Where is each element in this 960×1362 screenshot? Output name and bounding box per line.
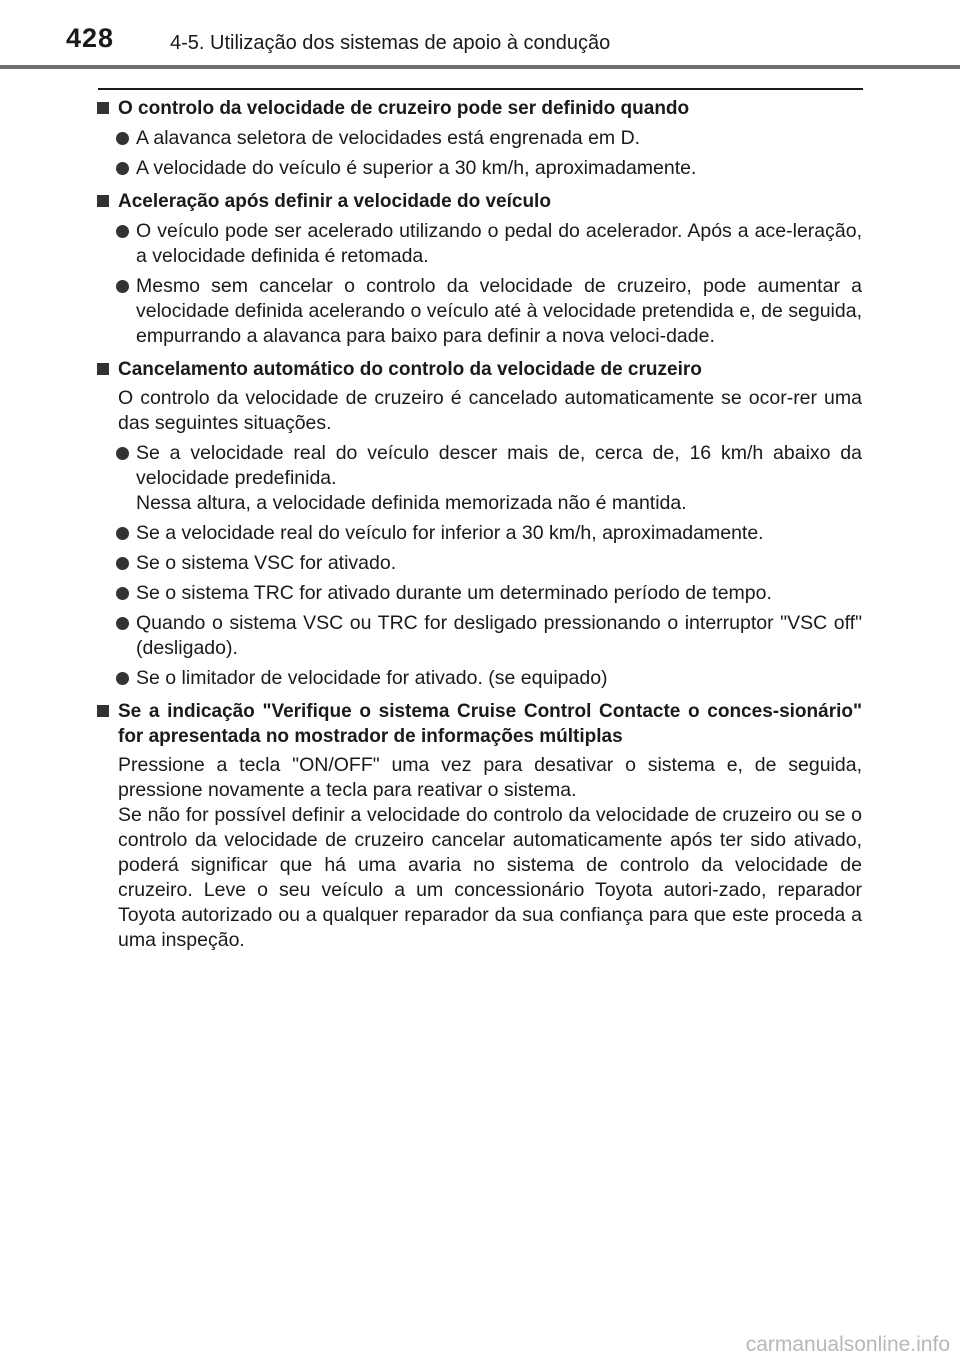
section-heading bbox=[96, 189, 862, 214]
section-heading-text: Aceleração após definir a velocidade do veículo bbox=[118, 191, 551, 212]
round-bullet-icon bbox=[116, 447, 129, 460]
section-heading-text: Se a indicação "Verifique o sistema Cruise Control Contacte o conces-sionário" for apresentada no mostrador de informações múltiplas bbox=[118, 701, 862, 747]
list-item-text: Se o sistema VSC for ativado. bbox=[136, 552, 397, 574]
round-bullet-icon bbox=[116, 132, 129, 145]
list-item-text: O veículo pode ser acelerado utilizando o pedal do acelerador. Após a ace-leração, a velocidade definida é retomada. bbox=[136, 220, 862, 267]
list-item-text: Mesmo sem cancelar o controlo da velocidade de cruzeiro, pode aumentar a velocidade definida acelerando o veículo até à velocidade pretendida e, de seguida, empurrando a alavanca para baixo para definir a nova veloci-dade. bbox=[136, 275, 862, 347]
section-paragraph: O controlo da velocidade de cruzeiro é cancelado automaticamente se ocor-rer uma das seguintes situações. bbox=[118, 387, 862, 434]
round-bullet-icon bbox=[116, 557, 129, 570]
page-header bbox=[0, 0, 960, 70]
round-bullet-icon bbox=[116, 617, 129, 630]
list-item bbox=[96, 126, 862, 151]
watermark: carmanualsonline.info bbox=[745, 1333, 950, 1356]
list-item-text: Se o sistema TRC for ativado durante um determinado período de tempo. bbox=[136, 582, 772, 604]
list-item-text: Se o limitador de velocidade for ativado. (se equipado) bbox=[136, 667, 608, 689]
section-heading bbox=[96, 96, 862, 121]
section-heading bbox=[96, 357, 862, 382]
square-bullet-icon bbox=[97, 195, 109, 207]
section-heading-text: O controlo da velocidade de cruzeiro pode ser definido quando bbox=[118, 98, 690, 119]
round-bullet-icon bbox=[116, 672, 129, 685]
list-item bbox=[96, 219, 862, 269]
list-item-text: Quando o sistema VSC ou TRC for desligado pressionando o interruptor "VSC off" (desligado). bbox=[136, 612, 862, 659]
round-bullet-icon bbox=[116, 527, 129, 540]
list-item bbox=[96, 611, 862, 661]
page-content bbox=[96, 96, 862, 958]
list-item-text: Se a velocidade real do veículo descer mais de, cerca de, 16 km/h abaixo da velocidade predefinida. Nessa altura, a velocidade definida memorizada não é mantida. bbox=[136, 442, 862, 514]
list-item bbox=[96, 551, 862, 576]
list-item bbox=[96, 156, 862, 181]
list-item bbox=[96, 441, 862, 516]
round-bullet-icon bbox=[116, 162, 129, 175]
list-item bbox=[96, 274, 862, 349]
round-bullet-icon bbox=[116, 225, 129, 238]
list-item-text: A alavanca seletora de velocidades está engrenada em D. bbox=[136, 127, 641, 149]
list-item bbox=[96, 521, 862, 546]
header-rule bbox=[0, 65, 960, 69]
square-bullet-icon bbox=[97, 363, 109, 375]
square-bullet-icon bbox=[97, 102, 109, 114]
section-heading-text: Cancelamento automático do controlo da velocidade de cruzeiro bbox=[118, 359, 702, 380]
round-bullet-icon bbox=[116, 280, 129, 293]
content-top-rule bbox=[98, 88, 863, 90]
section-title: 4-5. Utilização dos sistemas de apoio à condução bbox=[170, 32, 611, 54]
section-paragraph: Pressione a tecla "ON/OFF" uma vez para desativar o sistema e, de seguida, pressione novamente a tecla para reativar o sistema. Se não for possível definir a velocidade do controlo da velocidade de cruzeiro ou se o controlo da velocidade de cruzeiro cancelar automaticamente após ter sido ativado, poderá significar que há uma avaria no sistema de controlo da velocidade de cruzeiro. Leve o seu veículo a um concessionário Toyota autori-zado, reparador Toyota autorizado ou a qualquer reparador da sua confiança para que este proceda a uma inspeção. bbox=[118, 754, 862, 951]
square-bullet-icon bbox=[97, 705, 109, 717]
page-number: 428 bbox=[66, 23, 115, 53]
list-item bbox=[96, 581, 862, 606]
round-bullet-icon bbox=[116, 587, 129, 600]
section-heading bbox=[96, 699, 862, 749]
list-item-text: A velocidade do veículo é superior a 30 km/h, aproximadamente. bbox=[136, 157, 697, 179]
list-item bbox=[96, 666, 862, 691]
list-item-text: Se a velocidade real do veículo for inferior a 30 km/h, aproximadamente. bbox=[136, 522, 764, 544]
